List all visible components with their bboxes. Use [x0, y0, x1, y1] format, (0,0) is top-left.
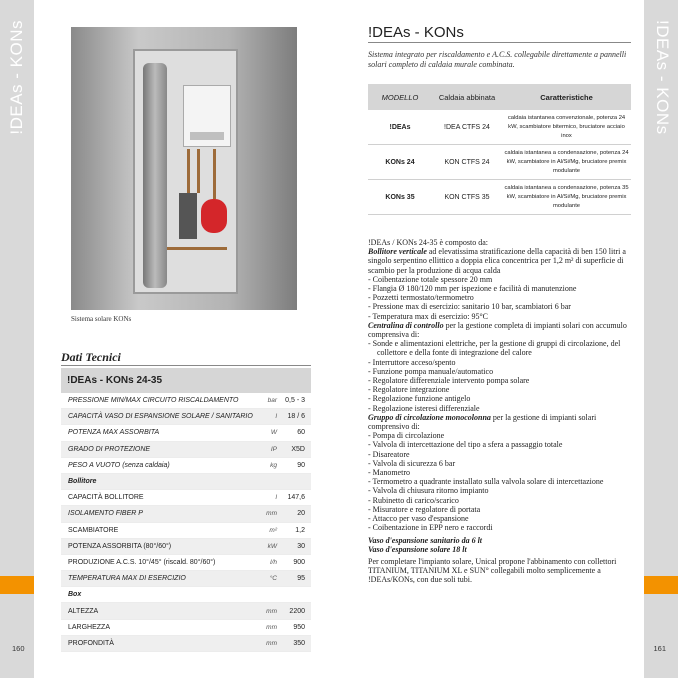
list-item: - Valvola di intercettazione del tipo a sfera a passaggio totale: [368, 440, 563, 450]
storage-tank-graphic: [143, 63, 167, 288]
list-item: - Coibentazione totale spessore 20 mm: [368, 274, 493, 284]
tech-table-header: !DEAs - KONs 24-35: [61, 368, 311, 393]
list-item: - Rubinetto di carico/scarico: [368, 495, 459, 505]
tech-value: 30: [297, 542, 305, 550]
product-photo: [71, 27, 297, 310]
expansion-vessel-graphic: [201, 199, 227, 233]
photo-caption: Sistema solare KONs: [71, 315, 132, 323]
list-item: - Temperatura max di esercizio: 95°C: [368, 311, 489, 321]
model-boiler: KON CTFS 35: [444, 193, 490, 201]
tech-unit: °C: [269, 575, 277, 583]
list-item: - Valvola di sicurezza 6 bar: [368, 458, 456, 468]
tech-unit: mm: [266, 623, 277, 631]
tech-row: [61, 393, 311, 409]
list-item: - Manometro: [368, 468, 410, 478]
tech-label: PRODUZIONE A.C.S. 10°/45° (riscald. 80°/60°): [68, 558, 216, 566]
tech-unit: l: [275, 413, 277, 421]
model-row: [368, 110, 631, 145]
tech-label: PROFONDITÀ: [68, 639, 114, 647]
boiler-graphic: [183, 85, 231, 147]
tech-value: 90: [297, 461, 305, 469]
right-orange-marker: [644, 576, 678, 594]
gruppo-heading: Gruppo di circolazione monocolonna: [368, 412, 491, 422]
pump-group-graphic: [179, 193, 197, 239]
right-side-band: [644, 0, 678, 678]
tech-value: 1,2: [295, 526, 305, 534]
model-name: !DEAs: [389, 123, 411, 131]
cabinet-illustration: [133, 49, 238, 294]
tech-label: ISOLAMENTO FIBER P: [68, 510, 143, 518]
list-item: - Regolatore integrazione: [368, 385, 450, 395]
list-item: - Regolatore differenziale intervento pompa solare: [368, 376, 530, 386]
tech-label: Box: [68, 591, 82, 599]
tech-unit: l/h: [270, 558, 277, 566]
tech-unit: mm: [266, 510, 277, 518]
tech-row: [61, 523, 311, 539]
gruppo-paragraph: [368, 413, 631, 431]
tech-data-table: [61, 368, 311, 652]
tech-value: 350: [293, 639, 305, 647]
description-body: [368, 238, 631, 585]
list-item: - Misuratore e regolatore di portata: [368, 504, 481, 514]
tech-row: [61, 555, 311, 571]
tech-subheader: [61, 474, 311, 490]
list-item: - Termometro a quadrante installato sulla valvola solare di intercettazione: [368, 477, 604, 487]
model-features: caldaia istantanea a condensazione, potenza 35 kW, scambiatore in Al/Si/Mg, bruciatore premix modulante: [504, 184, 629, 209]
tech-row: [61, 571, 311, 587]
model-row: [368, 145, 631, 180]
tech-row: [61, 409, 311, 425]
model-row: [368, 180, 631, 215]
tech-label: PRESSIONE MIN/MAX CIRCUITO RISCALDAMENTO: [68, 397, 239, 405]
list-item: - Flangia Ø 180/120 mm per ispezione e facilità di manutenzione: [368, 284, 577, 294]
col-modello: MODELLO: [381, 92, 419, 102]
list-item: - Regolazione funzione antigelo: [368, 394, 471, 404]
right-page-number: 161: [653, 644, 666, 653]
left-orange-marker: [0, 576, 34, 594]
col-caldaia: Caldaia abbinata: [438, 92, 496, 102]
vaso-sanitario: Vaso d'espansione sanitario da 6 lt: [368, 535, 483, 545]
left-side-band: [0, 0, 34, 678]
tech-row: [61, 506, 311, 522]
centralina-paragraph: [368, 321, 631, 339]
col-caratteristiche: Caratteristiche: [540, 92, 593, 102]
tech-label: POTENZA ASSORBITA (80°/60°): [68, 542, 172, 550]
list-item: - Sonde e alimentazioni elettriche, per la gestione di gruppi di circolazione, del collettore e della fonte di integrazione del calore: [368, 339, 621, 358]
tech-value: 18 / 6: [287, 413, 305, 421]
tech-row: [61, 425, 311, 441]
tech-unit: bar: [267, 397, 277, 405]
list-item: - Regolazione isteresi differenziale: [368, 403, 480, 413]
tech-row: [61, 603, 311, 619]
tech-value: 95: [297, 575, 305, 583]
list-item: - Disareatore: [368, 449, 410, 459]
centralina-heading: Centralina di controllo: [368, 320, 444, 330]
tech-unit: l: [275, 494, 277, 502]
list-item: - Interruttore acceso/spento: [368, 357, 456, 367]
list-item: - Pozzetti termostato/termometro: [368, 293, 474, 303]
tech-label: CAPACITÀ BOLLITORE: [68, 494, 144, 502]
tech-value: X5D: [291, 445, 305, 453]
tech-row: [61, 539, 311, 555]
right-band-title: !DEAs - KONs: [653, 20, 672, 135]
gruppo-list: [368, 431, 631, 532]
list-item: - Funzione pompa manuale/automatico: [368, 366, 494, 376]
list-item: - Valvola di chiusura ritorno impianto: [368, 486, 489, 496]
divider: [368, 42, 631, 43]
model-name: KONs 35: [385, 193, 415, 201]
tech-value: 60: [297, 429, 305, 437]
tech-row: [61, 458, 311, 474]
tech-label: Bollitore: [68, 478, 97, 486]
tech-unit: m²: [269, 526, 277, 534]
model-features: caldaia istantanea a condensazione, potenza 24 kW, scambiatore in Al/Si/Mg, bruciatore premix modulante: [504, 149, 629, 174]
tech-row: [61, 442, 311, 458]
tech-unit: kW: [267, 542, 277, 550]
tech-label: CAPACITÀ VASO DI ESPANSIONE SOLARE / SANITARIO: [68, 413, 253, 421]
gruppo-text: per la gestione di impianti solari comprensivo di:: [368, 412, 597, 432]
model-name: KONs 24: [385, 158, 415, 166]
page-title: !DEAs - KONs: [368, 24, 464, 41]
tech-value: 20: [297, 510, 305, 518]
tech-label: POTENZA MAX ASSORBITA: [68, 429, 160, 437]
bollitore-text: ad elevatissima stratificazione della capacità di ben 150 litri a singolo serpentino ellittico a doppia elica concentrica per 1,2 m² di superficie di scambio per la produzione di acqua calda: [368, 247, 626, 275]
tech-label: TEMPERATURA MAX DI ESERCIZIO: [68, 575, 186, 583]
list-item: - Pompa di circolazione: [368, 431, 445, 441]
tech-value: 147,6: [287, 494, 305, 502]
divider: [61, 365, 311, 366]
left-band-title: !DEAs - KONs: [7, 20, 26, 135]
bollitore-paragraph: [368, 247, 631, 275]
vaso-solare: Vaso d'espansione solare 18 lt: [368, 544, 467, 554]
bollitore-list: [368, 275, 631, 321]
tech-label: PESO A VUOTO (senza caldaia): [68, 461, 170, 469]
models-table-header: [368, 84, 631, 110]
bollitore-heading: Bollitore verticale: [368, 247, 427, 257]
tech-row: [61, 636, 311, 652]
tech-label: LARGHEZZA: [68, 623, 111, 631]
model-features: caldaia istantanea convenzionale, potenza 24 kW, scambiatore bitermico, bruciatore acciaio inox: [507, 114, 626, 139]
model-boiler: !DEA CTFS 24: [444, 123, 490, 131]
tech-unit: mm: [266, 607, 277, 615]
list-item: - Coibentazione in EPP nero e raccordi: [368, 523, 493, 533]
closing-paragraph: Per completare l'impianto solare, Unical propone l'abbinamento con collettori TITANIUM, TITANIUM XL e SUN° collegabili molto semplicemente a !DEAs/KONs, con due soli tubi.: [368, 556, 617, 585]
tech-unit: kg: [270, 461, 277, 469]
tech-row: [61, 490, 311, 506]
tech-label: SCAMBIATORE: [68, 526, 119, 534]
tech-value: 900: [293, 558, 305, 566]
tech-unit: mm: [266, 639, 277, 647]
tech-unit: IP: [270, 445, 277, 453]
models-table: [368, 84, 631, 215]
list-item: - Pressione max di esercizio: sanitario 10 bar, scambiatori 6 bar: [368, 302, 571, 312]
model-boiler: KON CTFS 24: [444, 158, 490, 166]
centralina-text: per la gestione completa di impianti solari con accumulo comprensiva di:: [368, 320, 627, 340]
centralina-list: [368, 339, 631, 413]
composed-line: !DEAs / KONs 24-35 è composto da:: [368, 238, 488, 247]
tech-row: [61, 620, 311, 636]
tech-value: 0,5 - 3: [285, 397, 305, 405]
tech-unit: W: [270, 429, 277, 437]
tech-subheader: [61, 587, 311, 603]
tech-label: GRADO DI PROTEZIONE: [68, 445, 151, 453]
list-item: - Attacco per vaso d'espansione: [368, 514, 469, 524]
dati-tecnici-title: Dati Tecnici: [61, 350, 121, 364]
tech-label: ALTEZZA: [68, 607, 99, 615]
left-page-number: 160: [12, 644, 25, 653]
intro-text: Sistema integrato per riscaldamento e A.C.S. collegabile direttamente a pannelli solari completo di caldaia murale combinata.: [368, 50, 627, 69]
tech-value: 2200: [289, 607, 305, 615]
tech-value: 950: [293, 623, 305, 631]
